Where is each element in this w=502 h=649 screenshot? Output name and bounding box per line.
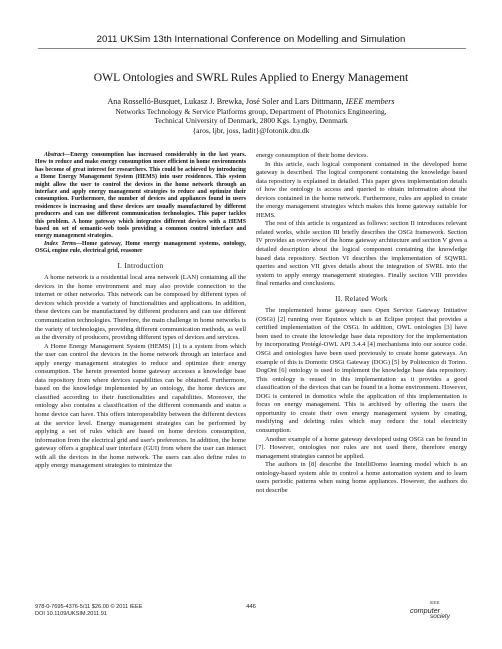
index-terms-text: —Home gateway, Home energy management systems, ontology, OSGi, engine rule, electrical grid, reasoner [35,240,247,255]
index-terms [35,241,246,256]
intro-paragraph-4: The rest of this article is organized as follows: section II introduces relevant related works, while section III briefly describes the OSGi framework. Section IV provides an overview of the home gateway architecture and section V gives a detailed description about the logical component containing the knowledge based data repository. Section VI describes the implementation of SQWRL queries and section VII gives details about the integration of SWRL into the system to apply energy management strategies. Finally section VIII provides final remarks and conclusions. [256,220,467,288]
intro-paragraph-1: A home network is a residential local area network (LAN) containing all the devices in the home environment and may also provide connection to the internet or other networks. This network can be composed by different types of devices which provide a variety of functionalities and applications. In addition, these devices can be manufactured by different producers and can use different communication technologies. Therefore, the main challenge in home networks is the variety of technologies, providing different communication methods, as well as the diversity of producers, providing different types of devices and services. [35,274,246,342]
footer-doi: DOI 10.1109/UKSIM.2011.91 [35,611,107,618]
author-membership: IEEE members [345,97,395,106]
left-column [35,152,246,471]
intro-paragraph-3: In this article, each logical component contained in the developed home gateway is described. The logical component containing the knowledge based data repository is explained in detailed. This paper gives implementation details of how the ontology is access and queried to obtain information about the devices contained in the home network. Furthermore, rules are applied to create the energy management strategies which makes this home gateway suitable for HEMS. [256,160,467,219]
logo-computer-text: computer [410,606,440,615]
related-work-paragraph-3: The authors in [8] describe the IntelliDomo learning model which is an ontology-based system able to control a home automation system and to learn users periodic patterns when using home appliances. However, the authors do not describe [256,461,467,494]
paper-title: OWL Ontologies and SWRL Rules Applied to Energy Management [93,71,409,84]
author-email: {aros, ljbr, joss, ladit}@fotonik.dtu.dk [192,125,310,135]
footer-isbn: 978-0-7695-4376-5/11 $26.00 © 2011 IEEE [35,604,143,610]
author-block [0,97,502,135]
abstract [35,152,246,241]
section-heading-introduction: I. Introduction [117,261,164,270]
author-names-line [0,97,502,107]
index-terms-label: Index Terms [44,240,77,247]
right-column [256,152,467,495]
intro-paragraph-2: A Home Energy Management System (HEMS) [1] is a system from which the user can control the devices in the home network through an interface and apply energy management strategies to reduce and optimize their energy consumption. The herein presented home gateway accesses a knowledge base data repository from where devices capabilities can be obtained. Furthermore, based on the knowledge implemented by an ontology, the home devices are classified according to their functionalities and capabilities. Moreover, the ontology also contains a classification of the different commands and status a home device can have. This offers interoperability between the different devices at the service level. Energy management strategies can be performed by applying a set of rules which are based on home devices consumption, information from the electrical grid and user's preferences. In addition, the home gateway offers a graphical user interface (GUI) from where the user can interact with all the devices in the home network. The users can also define rules to apply energy management strategies to minimize the [35,342,246,470]
abstract-label: Abstract [44,152,65,158]
section-heading-related-work: II. Related Work [335,294,388,303]
related-work-paragraph-2: Another example of a home gateway developed using OSGi can be found in [7]. However, ontologies nor rules are not used there, therefore energy management strategies cannot be applied. [256,435,467,460]
logo-ieee-text: IEEE [430,600,440,605]
author-names: Ana Rosselló-Busquet, Lukasz J. Brewka, José Soler and Lars Dittmann, [107,97,344,106]
related-work-paragraph-1: The implemented home gateway uses Open Service Gateway Initiative (OSGi) [2] running over Equinox which is an Eclipse project that provides a certified implementation of the OSGi. In addition, OWL ontologies [3] have been used to create the knowledge base data repository for the implementation by incorporating Protégé-OWL API 3.4.4 [4] mechanisms into our source code. OSGi and ontologies have been used previously to create home gateways. An example of this is Domotic OSGi Gateway (DOG) [5] by Politecnico di Torino. DogOnt [6] ontology is used to implement the knowledge base data repository. This ontology is reused in this implementation as it provides a good classification of the devices that can be found in a home environment. However, DOG is centered in domotics while the application of this implementation is focus on energy management. This is archived by offering the users the opportunity to create their own energy management system by creating, modifying and deleting rules which may reduce the total electricity consumption. [256,307,467,434]
author-affiliation: Networks Technology & Service Platforms group, Department of Photonics Engineering, [115,106,387,116]
abstract-text: —Energy consumption has increased considerably in the last years. How to reduce and make energy consumption more efficient in home environments has become of great interest for researchers. This could be achieved by introducing a Home Energy Management System (HEMS) into user residences. This system might allow the user to control the devices in the home network through an interface and apply energy management strategies to reduce and optimize their consumption. Furthermore, the number of devices and appliances found in users residences is increasing and these devices are usually manufactured by different producers and can use different communication technologies. This paper tackles this problem. A home gateway which integrates different devices with a HEMS based on set of semantic-web tools providing a common control interface and energy management strategies. [35,152,246,240]
intro-paragraph-2-continued: energy consumption of their home devices. [256,152,369,159]
header-divider [38,48,466,49]
author-university: Technical University of Denmark, 2800 Kgs. Lyngby, Denmark [154,116,348,126]
conference-header: 2011 UKSim 13th International Conference on Modelling and Simulation [96,34,406,45]
page-number: 446 [246,604,256,610]
computer-society-logo [410,602,466,622]
logo-society-text: society [430,613,450,620]
